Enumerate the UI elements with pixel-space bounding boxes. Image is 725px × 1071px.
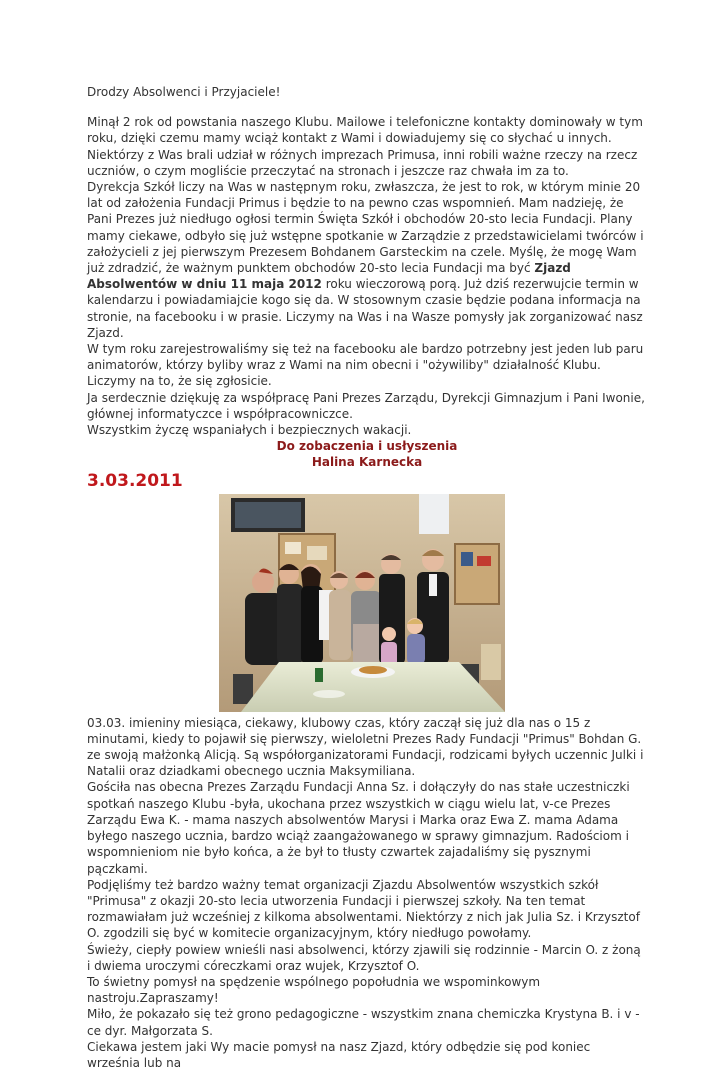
paragraph-name-day-meeting: 03.03. imieniny miesiąca, ciekawy, klubowy czas, który zaczął się już dla nas o 15 z minutami, kiedy to pojawił się pierwszy, wieloletni Prezes Rady Fundacji "Primus" Bohdan G. ze swoją małżonką Alicją. Są współorganizatorami Fundacji, rodzicami byłych uczennic Julki i Natalii oraz dziadkami obecnego ucznia Maksymiliana. bbox=[87, 715, 644, 779]
paragraph-invitation: To świetny pomysł na spędzenie wspólnego popołudnia we wspominkowym nastroju.Zapraszamy! bbox=[87, 974, 541, 1006]
reunion-text-before: Dyrekcja Szkół liczy na Was w następnym roku, zwłaszcza, że jest to rok, w którym minie 20 lat od założenia Fundacji Primus i będzie to na pewno czas wspomnień. Mam nadzieję, że Pani Prezes już niedługo ogłosi termin Święta Szkół i obchodów 20-sto lecia Fundacji. Plany mamy ciekawe, odbyło się już wstępne spotkanie w Zarządzie z przedstawicielami twórców i założycieli z jej pierwszym Prezesem Bohdanem Garsteckim na czele. Myślę, że mogę Wam już zdradzić, że ważnym punktem obchodów 20-sto lecia Fundacji ma być bbox=[87, 180, 644, 276]
reunion-date-highlight: Zjazd Absolwentów w dniu 11 maja 2012 bbox=[87, 261, 571, 292]
paragraph-wishes: Wszystkim życzę wspaniałych i bezpiecznych wakacji. bbox=[87, 423, 412, 438]
paragraph-graduates-family: Świeży, ciepły powiew wnieśli nasi absolwenci, którzy zjawili się rodzinnie - Marcin O. z żoną i dwiema uroczymi córeczkami oraz wujek, Krzysztof O. bbox=[87, 942, 641, 973]
paragraph-reunion-announcement bbox=[87, 179, 647, 341]
signature-name: Halina Karnecka bbox=[311, 455, 423, 470]
letter-document bbox=[87, 84, 647, 1071]
spacer bbox=[87, 100, 647, 114]
paragraph-reunion-organization: Podjęliśmy też bardzo ważny temat organizacji Zjazdu Absolwentów wszystkich szkół "Primusa" z okazji 20-sto lecia utworzenia Fundacji i pierwszej szkoły. Na ten temat rozmawiałam już wcześniej z kilkoma absolwentami. Niektórzy z nich jak Julia Sz. i Krzysztof O. zgodzili się być w komitecie organizacyjnym, który niedługo powołamy. bbox=[87, 877, 640, 941]
paragraph-club-anniversary: Minął 2 rok od powstania naszego Klubu. Mailowe i telefoniczne kontakty dominowały w tym roku, dzięki czemu mamy wciąż kontakt z Wami i dowiadujemy się co słychać u innych. Niektórzy z Was brali udział w różnych imprezach Primusa, inni robili ważne rzeczy na rzecz uczniów, o czym mogliście przeczytać na stronach i jeszcze raz chwała im za to. bbox=[87, 115, 643, 178]
paragraph-guests: Gościła nas obecna Prezes Zarządu Fundacji Anna Sz. i dołączyły do nas stałe uczestniczki spotkań naszego Klubu -była, ukochana przez wszystkich w ciągu wielu lat, v-ce Prezes Zarządu Ewa K. - mama naszych absolwentów Marysi i Marka oraz Ewa Z. mama Adama byłego naszego ucznia, bardzo wciąż zaangażowanego w sprawy gimnazjum. Radościom i wspomnieniom nie było końca, a że był to tłusty czwartek zajadaliśmy się pysznymi pączkami. bbox=[87, 780, 630, 876]
paragraph-facebook: W tym roku zarejestrowaliśmy się też na facebooku ale bardzo potrzebny jest jeden lub paru animatorów, którzy byliby wraz z Wami na nim obecni i "ożywiliby" działalność Klubu. Liczymy na to, że się zgłosicie. bbox=[87, 342, 644, 389]
group-photo bbox=[219, 494, 505, 712]
date-heading: 3.03.2011 bbox=[87, 470, 183, 491]
paragraph-teachers: Miło, że pokazało się też grono pedagogiczne - wszystkim znana chemiczka Krystyna B. i v -ce dyr. Małgorzata S. bbox=[87, 1007, 640, 1038]
greeting: Drodzy Absolwenci i Przyjaciele! bbox=[87, 85, 281, 99]
paragraph-reunion-ideas: Ciekawa jestem jaki Wy macie pomysł na nasz Zjazd, który odbędzie się pod koniec września lub na bbox=[87, 1039, 591, 1070]
reunion-text-after: roku wieczorową porą. Już dziś rezerwujcie termin w kalendarzu i powiadamiajcie kogo się da. W stosownym czasie będzie podana informacja na stronie, na facebooku i w prasie. Liczymy na Was i na Wasze pomysły jak zorganizować nasz Zjazd. bbox=[87, 277, 643, 340]
photo-container bbox=[87, 494, 647, 712]
paragraph-thanks: Ja serdecznie dziękuję za współpracę Pani Prezes Zarządu, Dyrekcji Gimnazjum i Pani Iwonie, głównej informatyczce i współpracowniczce. bbox=[87, 390, 645, 421]
closing-line: Do zobaczenia i usłyszenia bbox=[276, 439, 458, 454]
